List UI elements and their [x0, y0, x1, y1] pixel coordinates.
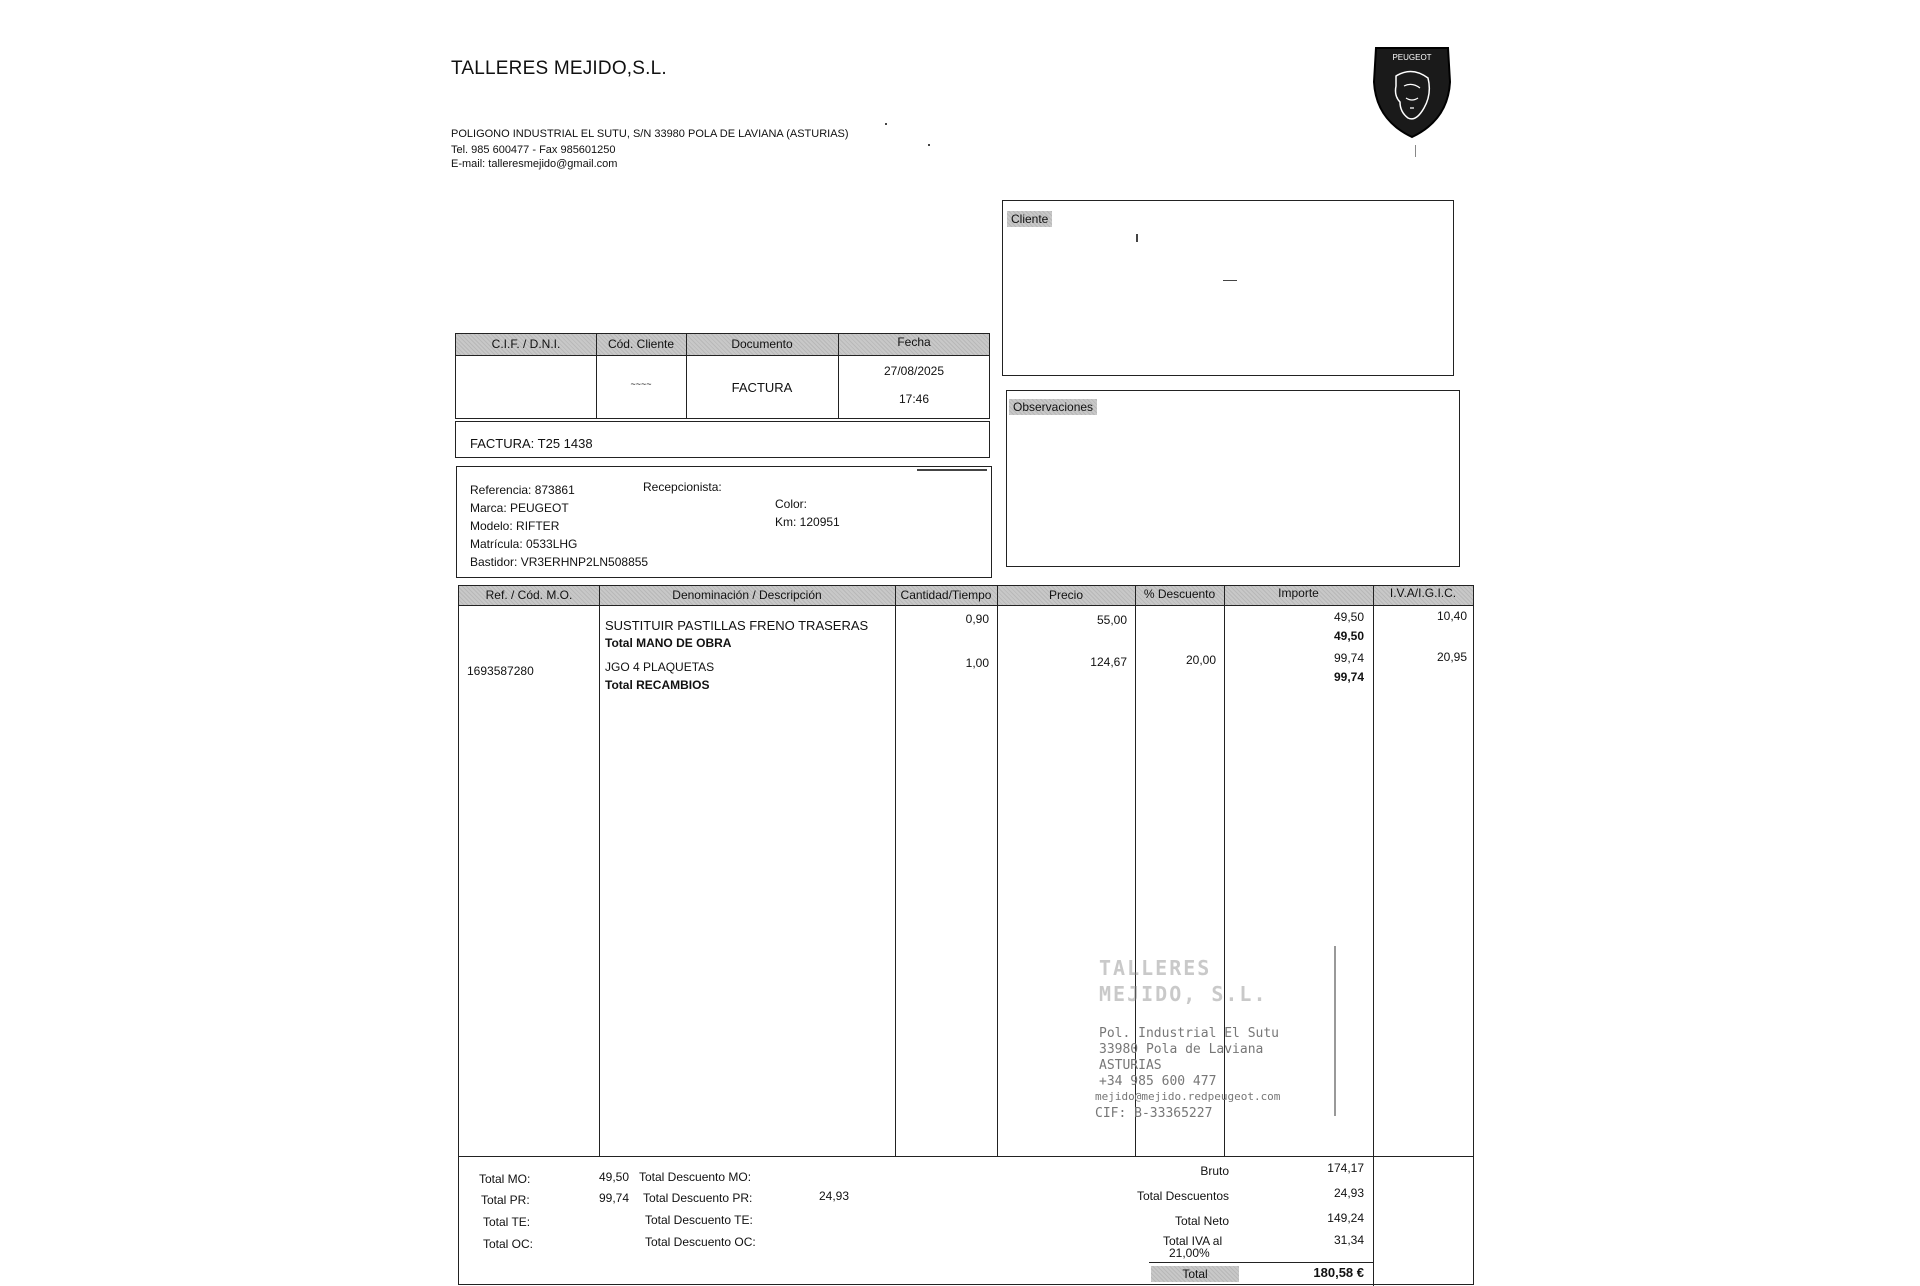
- vehicle-km: Km: 120951: [775, 515, 840, 529]
- col-header-ref: Ref. / Cód. M.O.: [485, 588, 573, 602]
- col-header-importe: Importe: [1278, 586, 1319, 600]
- line-description: JGO 4 PLAQUETAS: [605, 660, 715, 674]
- line-ref: 1693587280: [467, 664, 534, 678]
- vehicle-modelo: Modelo: RIFTER: [470, 519, 560, 533]
- invoice-number-box: [455, 421, 990, 458]
- line-subtotal-label: Total MANO DE OBRA: [605, 636, 732, 650]
- total-te-label: Total TE:: [483, 1215, 531, 1229]
- company-phone: Tel. 985 600477 - Fax 985601250: [451, 144, 616, 156]
- total-pr-value: 99,74: [598, 1191, 629, 1205]
- logo-text: PEUGEOT: [1392, 53, 1432, 62]
- company-email: E-mail: talleresmejido@gmail.com: [451, 158, 618, 170]
- document-info-table: [455, 333, 990, 419]
- line-iva: 20,95: [1436, 650, 1467, 664]
- line-subtotal-importe: 49,50: [1333, 629, 1364, 643]
- company-address: POLIGONO INDUSTRIAL EL SUTU, S/N 33980 POLA DE LAVIANA (ASTURIAS): [451, 128, 849, 140]
- total-mo-label: Total MO:: [479, 1172, 531, 1186]
- col-header-descuento: % Descuento: [1143, 587, 1216, 601]
- total-pr-label: Total PR:: [481, 1193, 530, 1207]
- peugeot-lion-logo: [1370, 42, 1454, 140]
- invoice-lines-table: Ref. / Cód. M.O. Denominación / Descripción Cantidad/Tiempo Precio % Descuento Importe I.V.A/I.G.I.C. SUSTITUIR PASTILLAS FRENO TRASERAS 0,90 55,00 49,50 10,40 Total MANO DE OBRA 49,50 1693587280 JGO 4 PLAQUETAS 1,00 124,67 20,00 99,74 20,95 Total RECAMBIOS 99,74 TALLERES MEJIDO, S.L. Pol. Industrial El Sutu 33980 Pola de Laviana ASTURIAS +34 985 600 477 mejido@mejido.redpeugeot.com CIF: B-33365227 Total MO: 49,50 Total Descuento MO: Total PR: 99,74 Total Descuento PR: 24,93 Total TE: Total Descuento TE: Total OC: Total Descuento OC: Bruto 174,17 Total Descuentos 24,93 Total Neto 149,24 Total IVA al 21,00% 31,34 Total 180,58 €: [458, 585, 1474, 1285]
- total-descuento-oc-label: Total Descuento OC:: [645, 1235, 756, 1249]
- total-descuentos-value: 24,93: [1333, 1186, 1364, 1200]
- cod-cliente-value: ~~~~: [630, 379, 652, 389]
- vehicle-recepcionista: Recepcionista:: [643, 480, 722, 494]
- hora-value: 17:46: [898, 392, 930, 406]
- vehicle-marca: Marca: PEUGEOT: [470, 501, 569, 515]
- documento-value: FACTURA: [731, 380, 793, 395]
- total-descuentos-label: Total Descuentos: [1136, 1189, 1229, 1203]
- header-documento: Documento: [731, 337, 793, 351]
- header-fecha: Fecha: [897, 335, 931, 349]
- client-box: [1002, 200, 1454, 376]
- total-descuento-te-label: Total Descuento TE:: [645, 1213, 753, 1227]
- col-header-precio: Precio: [1048, 588, 1083, 602]
- vehicle-referencia: Referencia: 873861: [470, 483, 575, 497]
- line-price: 124,67: [1090, 655, 1127, 669]
- line-importe: 99,74: [1333, 651, 1364, 665]
- line-subtotal-label: Total RECAMBIOS: [605, 678, 710, 692]
- client-label: Cliente: [1007, 211, 1052, 227]
- line-discount: 20,00: [1185, 653, 1216, 667]
- total-mo-value: 49,50: [598, 1170, 629, 1184]
- total-iva-label: Total IVA al: [1163, 1234, 1223, 1248]
- col-header-cantidad: Cantidad/Tiempo: [900, 588, 992, 602]
- col-header-iva: I.V.A/I.G.I.C.: [1389, 586, 1457, 600]
- vehicle-matricula: Matrícula: 0533LHG: [470, 537, 578, 551]
- vehicle-color: Color:: [775, 497, 808, 511]
- total-descuento-pr-label: Total Descuento PR:: [643, 1191, 753, 1205]
- company-name: TALLERES MEJIDO,S.L.: [451, 58, 667, 79]
- line-quantity: 1,00: [965, 656, 989, 670]
- line-iva: 10,40: [1436, 609, 1467, 623]
- vehicle-bastidor: Bastidor: VR3ERHNP2LN508855: [470, 555, 649, 569]
- total-value: 180,58 €: [1313, 1265, 1364, 1280]
- total-descuento-pr-value: 24,93: [818, 1189, 849, 1203]
- total-neto-value: 149,24: [1327, 1211, 1364, 1225]
- header-cod-cliente: Cód. Cliente: [607, 337, 675, 351]
- bruto-label: Bruto: [1200, 1164, 1229, 1178]
- invoice-number: FACTURA: T25 1438: [470, 436, 593, 451]
- line-importe: 49,50: [1333, 610, 1364, 624]
- total-iva-rate: 21,00%: [1169, 1246, 1210, 1260]
- fecha-value: 27/08/2025: [883, 364, 945, 378]
- observations-box: [1006, 390, 1460, 567]
- total-label: Total: [1151, 1266, 1239, 1282]
- line-price: 55,00: [1096, 613, 1127, 627]
- vehicle-info-box: [456, 466, 992, 578]
- total-neto-label: Total Neto: [1174, 1214, 1229, 1228]
- line-quantity: 0,90: [965, 612, 989, 626]
- total-descuento-mo-label: Total Descuento MO:: [639, 1170, 752, 1184]
- total-oc-label: Total OC:: [483, 1237, 534, 1251]
- line-description: SUSTITUIR PASTILLAS FRENO TRASERAS: [605, 618, 869, 633]
- observations-label: Observaciones: [1009, 399, 1097, 415]
- bruto-value: 174,17: [1327, 1161, 1364, 1175]
- header-cif: C.I.F. / D.N.I.: [491, 337, 561, 351]
- total-iva-value: 31,34: [1333, 1233, 1364, 1247]
- line-subtotal-importe: 99,74: [1333, 670, 1364, 684]
- col-header-descripcion: Denominación / Descripción: [672, 588, 822, 602]
